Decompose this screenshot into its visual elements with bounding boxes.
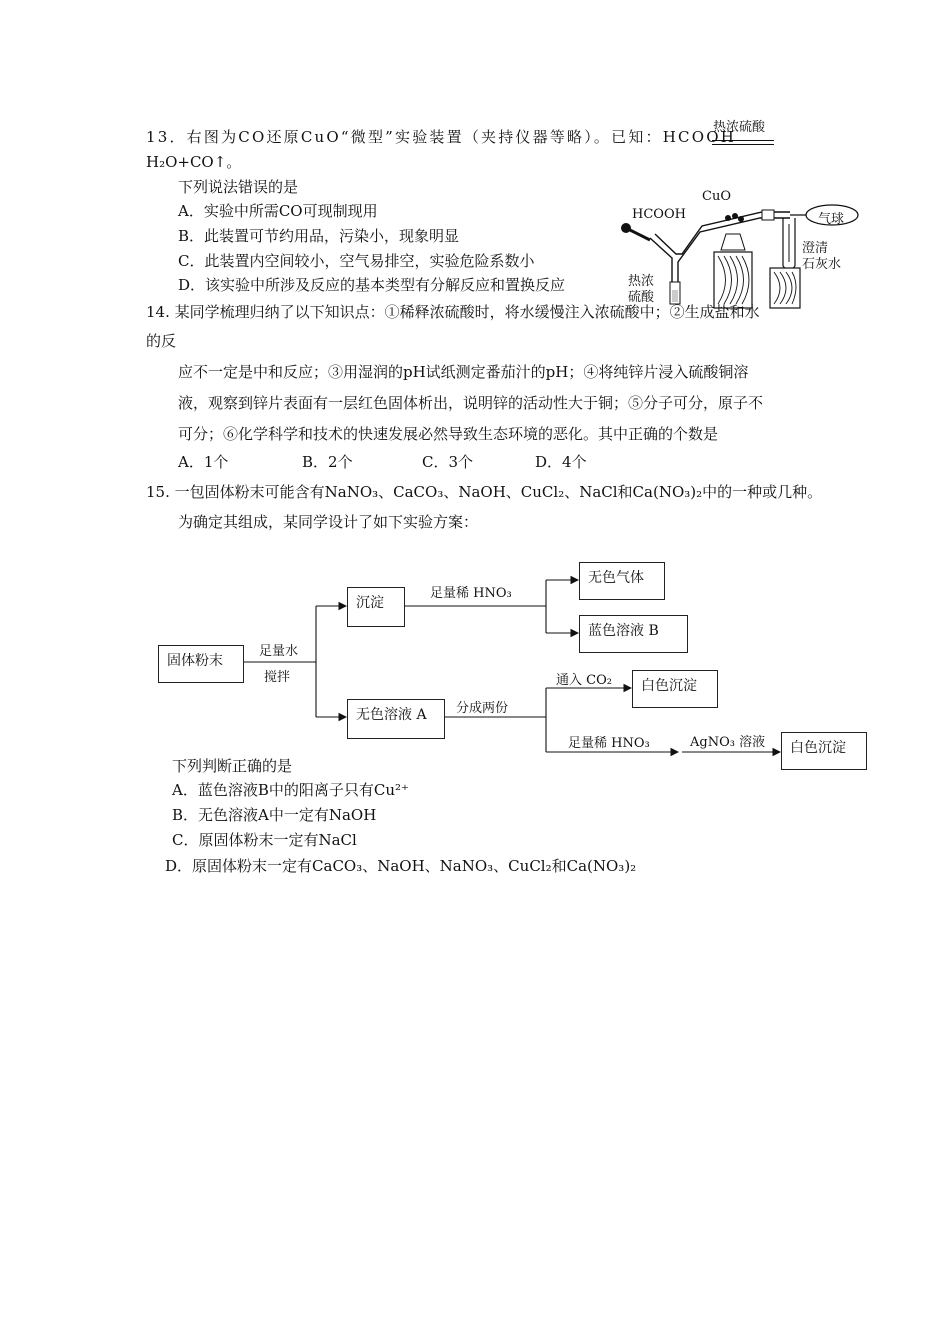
q14-option-c: C．3个 (422, 453, 474, 471)
q14-option-d: D．4个 (535, 453, 587, 471)
q14-line3: 液，观察到锌片表面有一层红色固体析出，说明锌的活动性大于铜；⑤分子可分，原子不 (178, 394, 764, 412)
apparatus-label-acid-2: 硫酸 (628, 290, 655, 305)
flow-box-white-precipitate-2: 白色沉淀 (781, 732, 867, 770)
q14-line4: 可分；⑥化学科学和技术的快速发展必然导致生态环境的恶化。其中正确的个数是 (178, 425, 719, 443)
q15-option-b: B．无色溶液A中一定有NaOH (172, 806, 377, 824)
q15-stem-line1: 15. 一包固体粉末可能含有NaNO₃、CaCO₃、NaOH、CuCl₂、NaCl和Ca(NO₃)₂中的一种或几种。 (146, 483, 823, 501)
apparatus-label-limewater-2: 石灰水 (802, 257, 842, 272)
apparatus-label-cuo: CuO (702, 189, 731, 204)
apparatus-label-hcooh: HCOOH (632, 207, 686, 222)
flow-box-precipitate: 沉淀 (347, 587, 405, 627)
flow-box-solid: 固体粉末 (158, 645, 244, 683)
flow-label-hno3-1: 足量稀 HNO₃ (430, 586, 512, 601)
q15-option-d: D．原固体粉末一定有CaCO₃、NaOH、NaNO₃、CuCl₂和Ca(NO₃)₂ (165, 857, 637, 875)
q15-option-a: A．蓝色溶液B中的阳离子只有Cu²⁺ (172, 781, 409, 799)
flow-label-water: 足量水 (259, 644, 299, 659)
flow-label-agno3: AgNO₃ 溶液 (690, 735, 766, 750)
flow-box-white-precipitate-1: 白色沉淀 (632, 670, 718, 708)
q13-option-b: B．此装置可节约用品，污染小，现象明显 (178, 227, 460, 245)
q14-line1b: 的反 (146, 332, 177, 350)
apparatus-label-balloon: 气球 (818, 212, 845, 227)
q13-stem-line1: 13．右图为CO还原CuO“微型”实验装置（夹持仪器等略）。已知：HCOOH (146, 128, 736, 146)
q14-line2: 应不一定是中和反应；③用湿润的pH试纸测定番茄汁的pH；④将纯锌片浸入硫酸铜溶 (178, 363, 749, 381)
q13-option-a: A．实验中所需CO可现制现用 (178, 202, 378, 220)
flow-label-co2: 通入 CO₂ (556, 673, 612, 688)
q14-line1: 14. 某同学梳理归纳了以下知识点：①稀释浓硫酸时，将水缓慢注入浓硫酸中；②生成盐和水 (146, 303, 760, 321)
flow-box-solution-a: 无色溶液 A (347, 699, 445, 739)
apparatus-label-acid-1: 热浓 (628, 274, 655, 289)
flow-box-gas: 无色气体 (579, 562, 665, 600)
q13-prompt: 下列说法错误的是 (178, 178, 299, 196)
q14-option-b: B．2个 (302, 453, 353, 471)
flow-label-split: 分成两份 (456, 701, 509, 716)
q15-prompt: 下列判断正确的是 (172, 757, 293, 775)
flow-box-blue-solution: 蓝色溶液 B (579, 615, 688, 653)
flow-label-stir: 搅拌 (264, 670, 291, 685)
apparatus-label-limewater-1: 澄清 (802, 241, 829, 256)
q15-option-c: C．原固体粉末一定有NaCl (172, 831, 357, 849)
q15-stem-line2: 为确定其组成，某同学设计了如下实验方案： (178, 513, 479, 531)
flow-label-hno3-2: 足量稀 HNO₃ (568, 736, 650, 751)
q13-stem-line2: H₂O+CO↑。 (146, 153, 242, 171)
q13-option-c: C．此装置内空间较小，空气易排空，实验危险系数小 (178, 252, 535, 270)
q13-option-d: D．该实验中所涉及反应的基本类型有分解反应和置换反应 (178, 276, 566, 294)
q14-option-a: A．1个 (178, 453, 229, 471)
q13-reaction-condition: 热浓硫酸 (713, 120, 766, 135)
